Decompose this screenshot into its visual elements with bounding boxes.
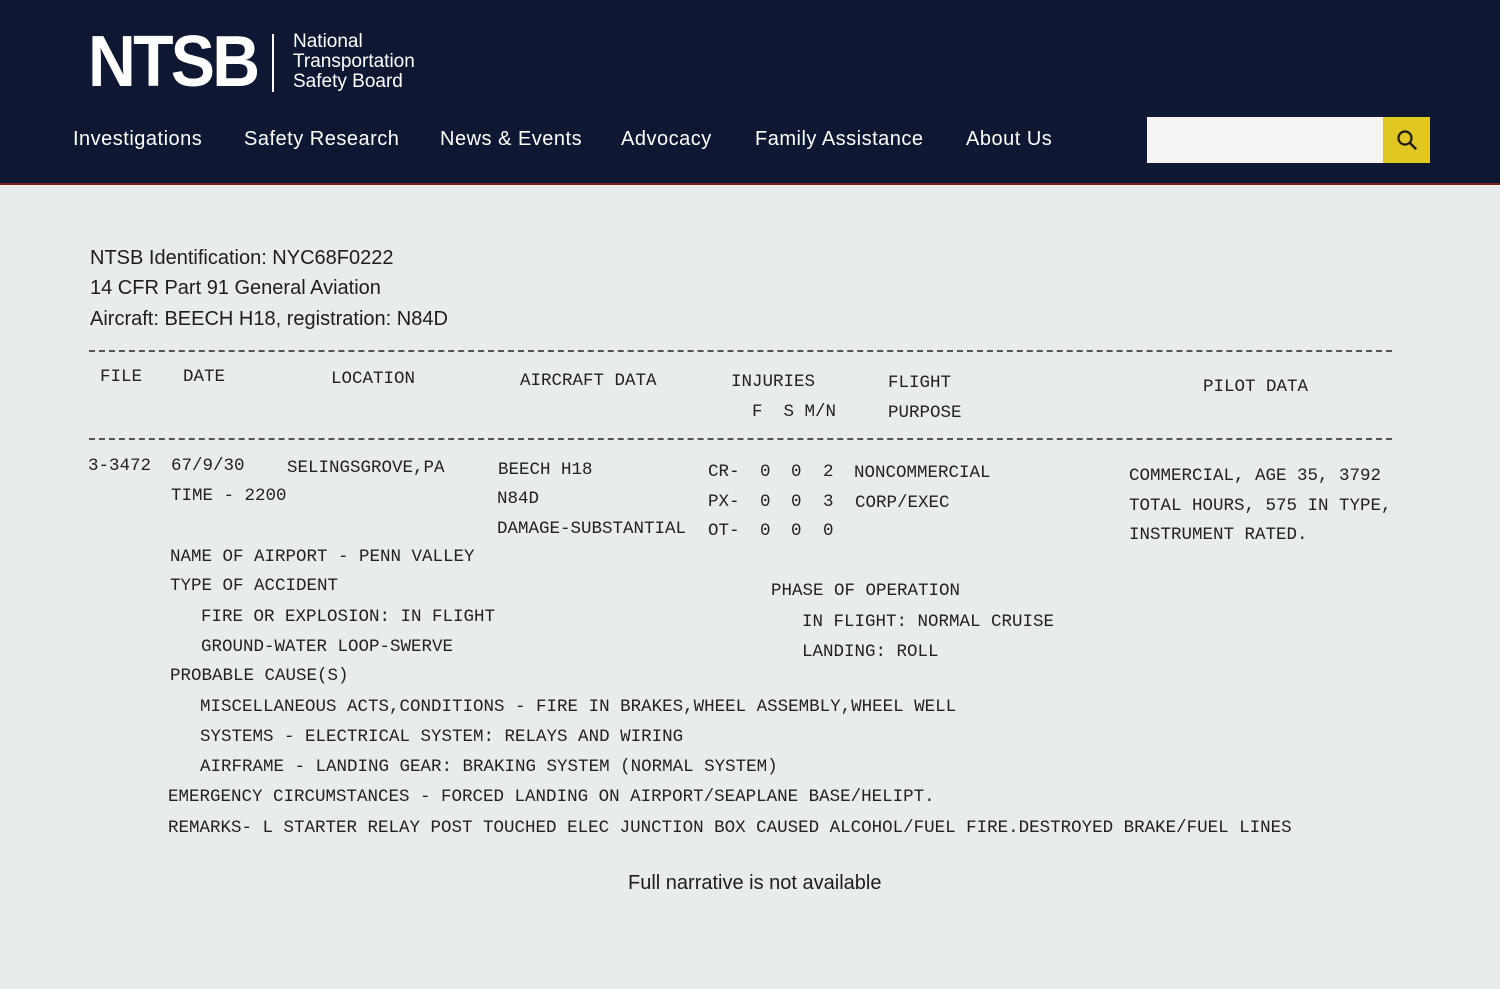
flight-purpose-detail: CORP/EXEC: [855, 493, 950, 513]
search-input[interactable]: [1147, 117, 1383, 163]
nav-about-us[interactable]: About Us: [966, 128, 1053, 150]
injury-passenger-fatal: 0: [760, 492, 771, 512]
injury-crew-fatal: 0: [760, 462, 771, 482]
divider-bottom: [89, 438, 1392, 440]
airport-name: NAME OF AIRPORT - PENN VALLEY: [170, 547, 475, 567]
nav-safety-research[interactable]: Safety Research: [244, 128, 400, 150]
ntsb-identification: NTSB Identification: NYC68F0222: [90, 247, 394, 269]
injury-other-label: OT-: [708, 521, 740, 541]
logo-mark: NTSB: [88, 22, 258, 102]
header-flight: FLIGHT: [888, 373, 952, 393]
injury-other-serious: 0: [791, 521, 802, 541]
logo-divider: [272, 34, 274, 92]
narrative-note: Full narrative is not available: [628, 872, 882, 894]
header-purpose: PURPOSE: [888, 403, 962, 423]
accident-location: SELINGSGROVE,PA: [287, 458, 445, 478]
injury-crew-serious: 0: [791, 462, 802, 482]
pilot-data-line-1: COMMERCIAL, AGE 35, 3792: [1129, 466, 1382, 486]
accident-type-1: FIRE OR EXPLOSION: IN FLIGHT: [201, 607, 496, 627]
probable-causes-label: PROBABLE CAUSE(S): [170, 666, 349, 686]
logo-text: [293, 32, 443, 92]
flight-purpose-type: NONCOMMERCIAL: [854, 463, 991, 483]
search-icon: [1396, 129, 1418, 151]
injury-passenger-serious: 0: [791, 492, 802, 512]
logo-line-1: National: [293, 31, 363, 52]
site-header: [0, 0, 1500, 185]
aircraft-registration-code: N84D: [497, 489, 540, 509]
header-injuries-sub: F S M/N: [752, 402, 837, 422]
phase-item-2: LANDING: ROLL: [802, 642, 939, 662]
injury-crew-label: CR-: [708, 462, 740, 482]
type-of-accident-label: TYPE OF ACCIDENT: [170, 576, 339, 596]
accident-type-2: GROUND-WATER LOOP-SWERVE: [201, 637, 454, 657]
header-location: LOCATION: [331, 369, 416, 389]
aircraft-registration: Aircraft: BEECH H18, registration: N84D: [90, 308, 448, 330]
injury-other-minor: 0: [823, 521, 834, 541]
accident-time: TIME - 2200: [171, 486, 287, 506]
injury-passenger-label: PX-: [708, 492, 740, 512]
pilot-data-line-3: INSTRUMENT RATED.: [1129, 525, 1308, 545]
header-date: DATE: [183, 367, 226, 387]
injury-passenger-minor: 3: [823, 492, 834, 512]
nav-investigations[interactable]: Investigations: [73, 128, 203, 150]
phase-item-1: IN FLIGHT: NORMAL CRUISE: [802, 612, 1055, 632]
phase-of-operation-label: PHASE OF OPERATION: [771, 581, 961, 601]
nav-advocacy[interactable]: Advocacy: [621, 128, 712, 150]
record-content: [0, 185, 1500, 989]
logo-line-2: Transportation: [293, 51, 415, 72]
nav-family-assistance[interactable]: Family Assistance: [755, 128, 924, 150]
header-injuries: INJURIES: [731, 372, 816, 392]
probable-cause-1: MISCELLANEOUS ACTS,CONDITIONS - FIRE IN BRAKES,WHEEL ASSEMBLY,WHEEL WELL: [200, 697, 957, 717]
accident-date: 67/9/30: [171, 456, 245, 476]
aircraft-model: BEECH H18: [498, 460, 593, 480]
nav-news-events[interactable]: News & Events: [440, 128, 583, 150]
header-file: FILE: [100, 367, 143, 387]
remarks: REMARKS- L STARTER RELAY POST TOUCHED ELEC JUNCTION BOX CAUSED ALCOHOL/FUEL FIRE.DESTROYED BRAKE/FUEL LINES: [168, 818, 1292, 838]
search-button[interactable]: [1383, 117, 1430, 163]
probable-cause-2: SYSTEMS - ELECTRICAL SYSTEM: RELAYS AND WIRING: [200, 727, 684, 747]
header-pilot-data: PILOT DATA: [1203, 377, 1309, 397]
injury-other-fatal: 0: [760, 521, 771, 541]
cfr-part: 14 CFR Part 91 General Aviation: [90, 277, 381, 299]
file-number: 3-3472: [88, 456, 152, 476]
injury-crew-minor: 2: [823, 462, 834, 482]
probable-cause-3: AIRFRAME - LANDING GEAR: BRAKING SYSTEM (NORMAL SYSTEM): [200, 757, 778, 777]
logo-line-3: Safety Board: [293, 71, 403, 92]
header-aircraft-data: AIRCRAFT DATA: [520, 371, 657, 391]
pilot-data-line-2: TOTAL HOURS, 575 IN TYPE,: [1129, 496, 1392, 516]
aircraft-damage: DAMAGE-SUBSTANTIAL: [497, 519, 687, 539]
emergency-circumstances: EMERGENCY CIRCUMSTANCES - FORCED LANDING ON AIRPORT/SEAPLANE BASE/HELIPT.: [168, 787, 935, 807]
divider-top: [89, 350, 1392, 352]
